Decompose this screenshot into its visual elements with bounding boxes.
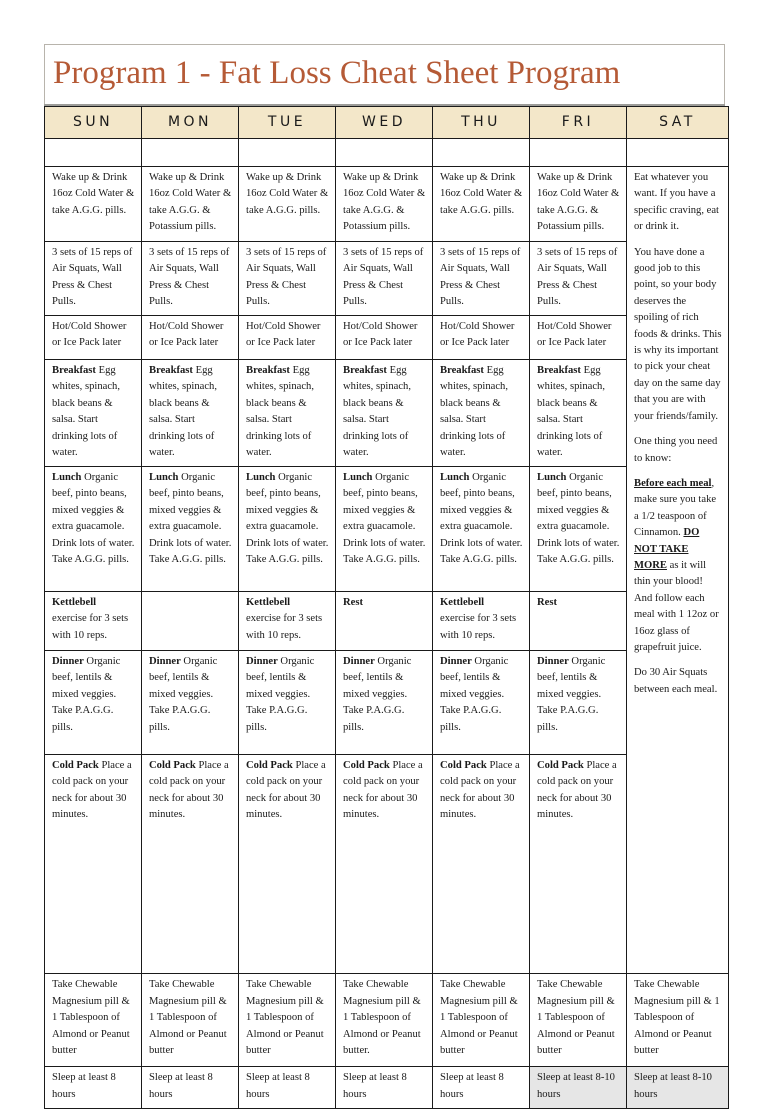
cell-wake-mon: Wake up & Drink 16oz Cold Water & take A.G.G. & Potassium pills. bbox=[142, 167, 239, 242]
breakfast-text: Egg whites, spinach, black beans & salsa. Start drinking lots of water. bbox=[52, 365, 120, 459]
kettlebell-text: exercise for 3 sets with 10 reps. bbox=[440, 613, 517, 641]
cell-dinner bbox=[336, 651, 433, 755]
breakfast-label: Breakfast bbox=[537, 365, 581, 376]
breakfast-text: Egg whites, spinach, black beans & salsa. Start drinking lots of water. bbox=[537, 365, 605, 459]
coldpack-text: Place a cold pack on your neck for about 30 minutes. bbox=[246, 760, 326, 821]
cell-chewable: Take Chewable Magnesium pill & 1 Tablespoon of Almond or Peanut butter bbox=[627, 974, 729, 1067]
cell-dinner bbox=[530, 651, 627, 755]
cell-lunch bbox=[433, 467, 530, 592]
breakfast-label: Breakfast bbox=[343, 365, 387, 376]
cell-shower: Hot/Cold Shower or Ice Pack later bbox=[336, 316, 433, 360]
kettlebell-text: exercise for 3 sets with 10 reps. bbox=[246, 613, 323, 641]
cell-chewable: Take Chewable Magnesium pill & 1 Tablespoon of Almond or Peanut butter bbox=[45, 974, 142, 1067]
coldpack-text: Place a cold pack on your neck for about 30 minutes. bbox=[149, 760, 229, 821]
rest-label: Rest bbox=[537, 597, 558, 608]
blank-cell bbox=[45, 139, 142, 167]
cell-chewable: Take Chewable Magnesium pill & 1 Tablespoon of Almond or Peanut butter bbox=[433, 974, 530, 1067]
day-header-sat: SAT bbox=[627, 107, 729, 139]
cell-rest-wed bbox=[336, 592, 433, 651]
cell-dinner bbox=[433, 651, 530, 755]
cell-breakfast bbox=[336, 360, 433, 467]
cell-shower: Hot/Cold Shower or Ice Pack later bbox=[530, 316, 627, 360]
blank-cell bbox=[336, 139, 433, 167]
sat-para-4 bbox=[634, 476, 722, 656]
breakfast-label: Breakfast bbox=[440, 365, 484, 376]
day-header-sun: SUN bbox=[45, 107, 142, 139]
cell-coldpack bbox=[336, 755, 433, 974]
lunch-text: Organic beef, pinto beans, mixed veggies & extra guacamole. Drink lots of water. Take A.G.G. pills. bbox=[246, 472, 329, 566]
cell-coldpack bbox=[239, 755, 336, 974]
dinner-label: Dinner bbox=[149, 656, 181, 667]
coldpack-text: Place a cold pack on your neck for about 30 minutes. bbox=[343, 760, 423, 821]
cell-sleep: Sleep at least 8 hours bbox=[239, 1067, 336, 1109]
shower-row bbox=[45, 316, 729, 360]
cell-shower: Hot/Cold Shower or Ice Pack later bbox=[142, 316, 239, 360]
kettlebell-label: Kettlebell bbox=[52, 597, 97, 608]
cell-wake-fri: Wake up & Drink 16oz Cold Water & take A.G.G. & Potassium pills. bbox=[530, 167, 627, 242]
exercise-row bbox=[45, 592, 729, 651]
lunch-label: Lunch bbox=[343, 472, 373, 483]
coldpack-label: Cold Pack bbox=[440, 760, 487, 771]
cell-breakfast bbox=[45, 360, 142, 467]
breakfast-text: Egg whites, spinach, black beans & salsa. Start drinking lots of water. bbox=[246, 365, 314, 459]
cell-wake-wed: Wake up & Drink 16oz Cold Water & take A.G.G. & Potassium pills. bbox=[336, 167, 433, 242]
blank-cell bbox=[239, 139, 336, 167]
cell-breakfast bbox=[239, 360, 336, 467]
breakfast-row bbox=[45, 360, 729, 467]
coldpack-text: Place a cold pack on your neck for about 30 minutes. bbox=[440, 760, 520, 821]
dinner-text: Organic beef, lentils & mixed veggies. Take P.A.G.G. pills. bbox=[343, 656, 412, 733]
cell-lunch bbox=[142, 467, 239, 592]
dinner-label: Dinner bbox=[537, 656, 569, 667]
cell-chewable: Take Chewable Magnesium pill & 1 Tablespoon of Almond or Peanut butter bbox=[142, 974, 239, 1067]
day-header-mon: MON bbox=[142, 107, 239, 139]
blank-cell bbox=[142, 139, 239, 167]
cell-coldpack bbox=[530, 755, 627, 974]
sat-do-not-take-more: DO NOT TAKE MORE bbox=[634, 527, 700, 571]
sleep-row bbox=[45, 1067, 729, 1109]
breakfast-text: Egg whites, spinach, black beans & salsa. Start drinking lots of water. bbox=[343, 365, 411, 459]
blank-row bbox=[45, 139, 729, 167]
cell-lunch bbox=[239, 467, 336, 592]
cell-sleep-sat: Sleep at least 8-10 hours bbox=[627, 1067, 729, 1109]
schedule-table bbox=[44, 106, 729, 1109]
lunch-text: Organic beef, pinto beans, mixed veggies & extra guacamole. Drink lots of water. Take A.G.G. pills. bbox=[537, 472, 620, 566]
dinner-label: Dinner bbox=[343, 656, 375, 667]
sat-para-1: Eat whatever you want. If you have a specific craving, eat or drink it. bbox=[634, 172, 719, 233]
cell-kettlebell-tue bbox=[239, 592, 336, 651]
lunch-label: Lunch bbox=[52, 472, 82, 483]
cell-shower: Hot/Cold Shower or Ice Pack later bbox=[433, 316, 530, 360]
breakfast-label: Breakfast bbox=[149, 365, 193, 376]
cell-chewable: Take Chewable Magnesium pill & 1 Tablespoon of Almond or Peanut butter bbox=[530, 974, 627, 1067]
cell-squats: 3 sets of 15 reps of Air Squats, Wall Press & Chest Pulls. bbox=[142, 242, 239, 316]
cell-sleep: Sleep at least 8 hours bbox=[45, 1067, 142, 1109]
cell-squats: 3 sets of 15 reps of Air Squats, Wall Press & Chest Pulls. bbox=[530, 242, 627, 316]
cell-coldpack bbox=[433, 755, 530, 974]
coldpack-label: Cold Pack bbox=[52, 760, 99, 771]
lunch-label: Lunch bbox=[440, 472, 470, 483]
cell-squats: 3 sets of 15 reps of Air Squats, Wall Press & Chest Pulls. bbox=[433, 242, 530, 316]
cell-dinner bbox=[45, 651, 142, 755]
cell-coldpack bbox=[142, 755, 239, 974]
title-box bbox=[44, 44, 725, 106]
page-title: Program 1 - Fat Loss Cheat Sheet Program bbox=[53, 55, 621, 91]
cell-wake-sun: Wake up & Drink 16oz Cold Water & take A.G.G. pills. bbox=[45, 167, 142, 242]
sat-para-2: You have done a good job to this point, so your body deserves the spoiling of rich foods & drinks. This is why its important to pick your cheat day on the same day that you are with your friends/family. bbox=[634, 246, 722, 422]
cell-wake-tue: Wake up & Drink 16oz Cold Water & take A.G.G. pills. bbox=[239, 167, 336, 242]
sat-cinnamon-text: , make sure you take a 1/2 teaspoon of Cinnamon. bbox=[634, 477, 717, 539]
lunch-row bbox=[45, 467, 729, 592]
dinner-text: Organic beef, lentils & mixed veggies. Take P.A.G.G. pills. bbox=[149, 656, 218, 733]
dinner-text: Organic beef, lentils & mixed veggies. Take P.A.G.G. pills. bbox=[52, 656, 121, 733]
blank-cell bbox=[433, 139, 530, 167]
cell-lunch bbox=[530, 467, 627, 592]
coldpack-text: Place a cold pack on your neck for about 30 minutes. bbox=[537, 760, 617, 821]
cell-rest-fri bbox=[530, 592, 627, 651]
sat-before-each-meal: Before each meal bbox=[634, 477, 712, 489]
sat-grapefruit-text: as it will thin your blood! And follow each meal with 1 12oz or 16oz glass of grapefruit juice. bbox=[634, 559, 719, 653]
squats-row bbox=[45, 242, 729, 316]
sat-para-3: One thing you need to know: bbox=[634, 436, 718, 464]
sat-para-5: Do 30 Air Squats between each meal. bbox=[634, 667, 718, 695]
cell-breakfast bbox=[433, 360, 530, 467]
day-header-tue: TUE bbox=[239, 107, 336, 139]
chewable-row bbox=[45, 974, 729, 1067]
cell-sleep: Sleep at least 8 hours bbox=[433, 1067, 530, 1109]
cell-chewable: Take Chewable Magnesium pill & 1 Tablespoon of Almond or Peanut butter. bbox=[336, 974, 433, 1067]
breakfast-label: Breakfast bbox=[52, 365, 96, 376]
rest-label: Rest bbox=[343, 597, 364, 608]
cell-lunch bbox=[336, 467, 433, 592]
day-header-wed: WED bbox=[336, 107, 433, 139]
breakfast-label: Breakfast bbox=[246, 365, 290, 376]
breakfast-text: Egg whites, spinach, black beans & salsa. Start drinking lots of water. bbox=[149, 365, 217, 459]
coldpack-text: Place a cold pack on your neck for about 30 minutes. bbox=[52, 760, 132, 821]
lunch-label: Lunch bbox=[149, 472, 179, 483]
cell-kettlebell-sun bbox=[45, 592, 142, 651]
lunch-text: Organic beef, pinto beans, mixed veggies & extra guacamole. Drink lots of water. Take A.G.G. pills. bbox=[149, 472, 232, 566]
day-header-thu: THU bbox=[433, 107, 530, 139]
cell-shower: Hot/Cold Shower or Ice Pack later bbox=[45, 316, 142, 360]
lunch-text: Organic beef, pinto beans, mixed veggies & extra guacamole. Drink lots of water. Take A.G.G. pills. bbox=[343, 472, 426, 566]
cell-kettlebell-thu bbox=[433, 592, 530, 651]
coldpack-row bbox=[45, 755, 729, 974]
cell-squats: 3 sets of 15 reps of Air Squats, Wall Press & Chest Pulls. bbox=[336, 242, 433, 316]
kettlebell-text: exercise for 3 sets with 10 reps. bbox=[52, 613, 129, 641]
breakfast-text: Egg whites, spinach, black beans & salsa. Start drinking lots of water. bbox=[440, 365, 508, 459]
coldpack-label: Cold Pack bbox=[343, 760, 390, 771]
lunch-label: Lunch bbox=[537, 472, 567, 483]
wake-row bbox=[45, 167, 729, 242]
dinner-text: Organic beef, lentils & mixed veggies. Take P.A.G.G. pills. bbox=[537, 656, 606, 733]
cell-dinner bbox=[142, 651, 239, 755]
cell-squats: 3 sets of 15 reps of Air Squats, Wall Press & Chest Pulls. bbox=[45, 242, 142, 316]
coldpack-label: Cold Pack bbox=[149, 760, 196, 771]
dinner-label: Dinner bbox=[440, 656, 472, 667]
blank-cell bbox=[627, 139, 729, 167]
kettlebell-label: Kettlebell bbox=[246, 597, 291, 608]
cell-breakfast bbox=[142, 360, 239, 467]
coldpack-label: Cold Pack bbox=[537, 760, 584, 771]
cell-coldpack bbox=[45, 755, 142, 974]
day-header-row bbox=[45, 107, 729, 139]
cell-dinner bbox=[239, 651, 336, 755]
dinner-label: Dinner bbox=[246, 656, 278, 667]
cell-empty-mon bbox=[142, 592, 239, 651]
lunch-label: Lunch bbox=[246, 472, 276, 483]
saturday-notes bbox=[627, 167, 729, 974]
dinner-row bbox=[45, 651, 729, 755]
cell-breakfast bbox=[530, 360, 627, 467]
cell-squats: 3 sets of 15 reps of Air Squats, Wall Press & Chest Pulls. bbox=[239, 242, 336, 316]
lunch-text: Organic beef, pinto beans, mixed veggies & extra guacamole. Drink lots of water. Take A.G.G. pills. bbox=[440, 472, 523, 566]
cell-sleep: Sleep at least 8 hours bbox=[336, 1067, 433, 1109]
cell-lunch bbox=[45, 467, 142, 592]
cell-sleep-fri: Sleep at least 8-10 hours bbox=[530, 1067, 627, 1109]
dinner-text: Organic beef, lentils & mixed veggies. Take P.A.G.G. pills. bbox=[440, 656, 509, 733]
coldpack-label: Cold Pack bbox=[246, 760, 293, 771]
kettlebell-label: Kettlebell bbox=[440, 597, 485, 608]
cell-wake-thu: Wake up & Drink 16oz Cold Water & take A.G.G. pills. bbox=[433, 167, 530, 242]
blank-cell bbox=[530, 139, 627, 167]
cell-shower: Hot/Cold Shower or Ice Pack later bbox=[239, 316, 336, 360]
day-header-fri: FRI bbox=[530, 107, 627, 139]
dinner-label: Dinner bbox=[52, 656, 84, 667]
cell-chewable: Take Chewable Magnesium pill & 1 Tablespoon of Almond or Peanut butter bbox=[239, 974, 336, 1067]
dinner-text: Organic beef, lentils & mixed veggies. Take P.A.G.G. pills. bbox=[246, 656, 315, 733]
cell-sleep: Sleep at least 8 hours bbox=[142, 1067, 239, 1109]
lunch-text: Organic beef, pinto beans, mixed veggies & extra guacamole. Drink lots of water. Take A.G.G. pills. bbox=[52, 472, 135, 566]
